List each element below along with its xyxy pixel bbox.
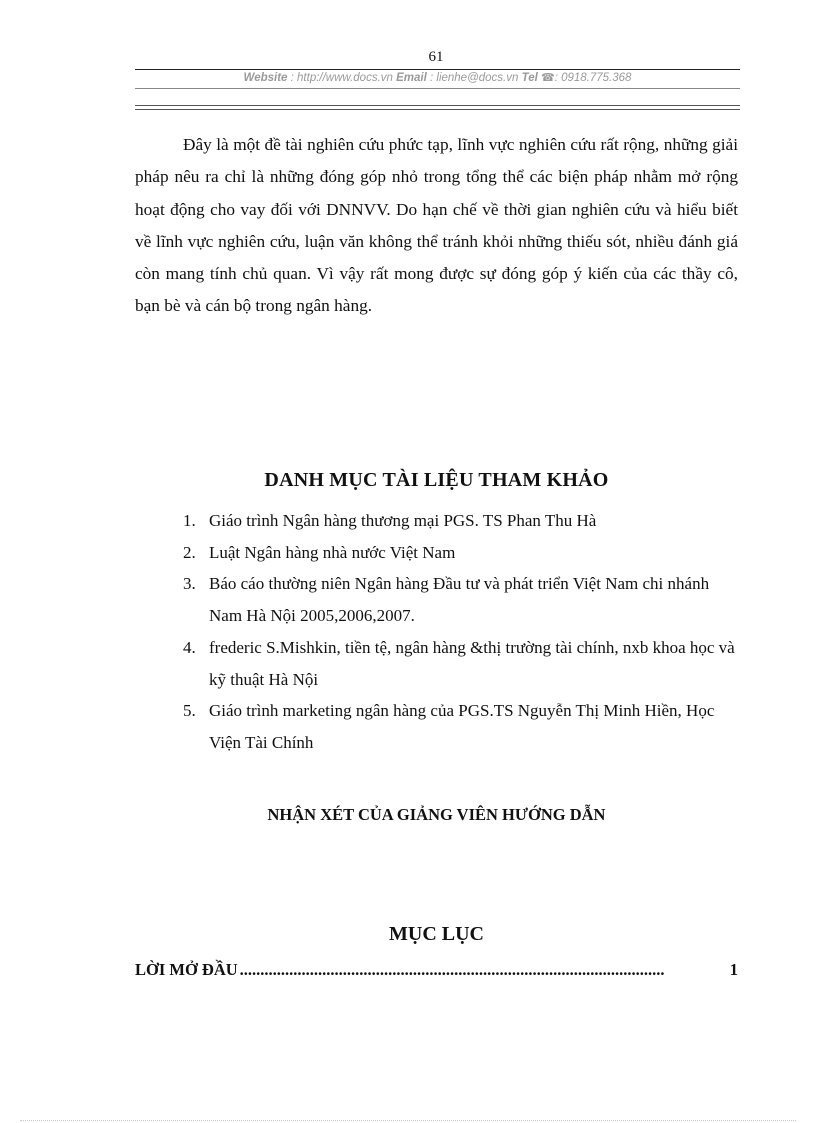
reference-number: 4. — [183, 637, 196, 657]
references-list — [183, 505, 743, 759]
page-bottom-dotted-border — [20, 1120, 796, 1121]
reference-item — [183, 537, 743, 569]
reference-text: Giáo trình marketing ngân hàng của PGS.TS Nguyễn Thị Minh Hiền, Học Viện Tài Chính — [209, 701, 715, 752]
reference-item — [183, 632, 743, 695]
reference-number: 3. — [183, 574, 196, 594]
toc-entry-leader: ....................................................................................................... — [239, 960, 665, 979]
toc-title: MỤC LỤC — [389, 923, 484, 945]
header-contact-line — [135, 71, 740, 84]
email-value[interactable]: : lienhe@docs.vn — [430, 72, 519, 84]
toc-entry[interactable] — [135, 960, 738, 980]
reference-item — [183, 505, 743, 537]
website-value[interactable]: : http://www.docs.vn — [290, 72, 393, 84]
website-label: Website — [243, 72, 288, 84]
page-number: 61 — [428, 49, 444, 65]
reference-text: Báo cáo thường niên Ngân hàng Đầu tư và phát triển Việt Nam chi nhánh Nam Hà Nội 2005,2006,2007. — [209, 574, 710, 626]
toc-entry-label: LỜI MỞ ĐẦU — [135, 960, 238, 979]
phone-icon: ☎ — [541, 72, 555, 84]
reference-item — [183, 695, 743, 758]
tel-value: : 0918.775.368 — [554, 72, 632, 84]
reference-item — [183, 568, 743, 631]
header-rule-bottom — [135, 88, 740, 89]
reference-number: 1. — [183, 511, 196, 530]
reference-number: 5. — [183, 701, 196, 721]
references-title: DANH MỤC TÀI LIỆU THAM KHẢO — [264, 469, 609, 491]
reference-text: Giáo trình Ngân hàng thương mại PGS. TS Phan Thu Hà — [209, 511, 597, 530]
header-rule-double — [135, 105, 740, 110]
header-rule-top — [135, 69, 740, 70]
reference-number: 2. — [183, 542, 196, 562]
closing-paragraph: Đây là một đề tài nghiên cứu phức tạp, lĩnh vực nghiên cứu rất rộng, những giải pháp nêu ra chỉ là những đóng góp nhỏ trong tổng thể các biện pháp nhằm mở rộng hoạt động cho vay đối với DNNVV. Do hạn chế về thời gian nghiên cứu và hiểu biết về lĩnh vực nghiên cứu, luận văn không thể tránh khỏi những thiếu sót, nhiều đánh giá còn mang tính chủ quan. Vì vậy rất mong được sự đóng góp ý kiến của các thầy cô, bạn bè và cán bộ trong ngân hàng. — [135, 135, 738, 316]
tel-label: Tel — [521, 72, 538, 84]
toc-entry-page: 1 — [729, 960, 738, 979]
reference-text: frederic S.Mishkin, tiền tệ, ngân hàng &thị trường tài chính, nxb khoa học và kỹ thuật Hà Nội — [209, 637, 735, 689]
supervisor-comment-title: NHẬN XÉT CỦA GIẢNG VIÊN HƯỚNG DẪN — [267, 805, 606, 824]
email-label: Email — [396, 72, 427, 84]
reference-text: Luật Ngân hàng nhà nước Việt Nam — [209, 542, 456, 562]
